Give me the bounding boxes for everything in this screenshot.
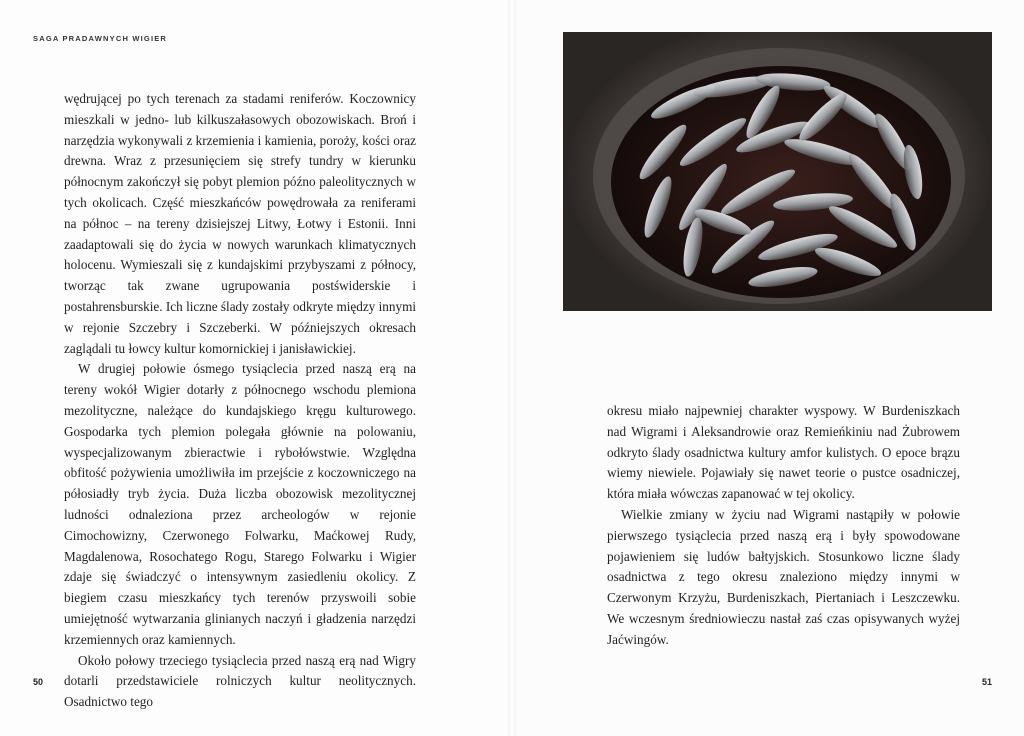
paragraph: okresu miało najpewniej charakter wyspowy. W Burdeniszkach nad Wigrami i Aleksandrowie oraz Remieńkiniu nad Żubrowem odkryto ślady osadnictwa kultury amfor kulistych. O epoce brązu wiemy niewiele. Pojawiały się nawet teorie o pustce osadniczej, która miała wówczas zapanować w tej okolicy. [607, 403, 960, 502]
running-head: SAGA PRADAWNYCH WIGIER [33, 34, 168, 43]
paragraph: Wielkie zmiany w życiu nad Wigrami nastąpiły w połowie pierwszego tysiąclecia przed naszą erą i były spowodowane pojawieniem się ludów bałtyjskich. Stosunkowo liczne ślady osadnictwa z tego okresu znaleziono między innymi w Czerwonym Krzyżu, Burdeniszkach, Piertaniach i Leszczewku. We wczesnym średniowieczu nastał zaś czas opisywanych wyżej Jaćwingów. [607, 506, 960, 647]
paragraph: Około połowy trzeciego tysiąclecia przed naszą erą nad Wigry dotarli przedstawiciele rolniczych kultur neolitycznych. Osadnictwo tego [64, 652, 416, 710]
left-page-text [64, 89, 416, 713]
page-number: 51 [982, 677, 993, 687]
right-page-text [607, 401, 960, 651]
paragraph: wędrującej po tych terenach za stadami reniferów. Koczownicy mieszkali w jedno- lub kilkuszałasowych obozowiskach. Broń i narzędzia wykonywali z krzemienia i kamienia, poroży, kości oraz drewna. Wraz z przesunięciem się strefy tundry w kierunku północnym zakończył się pobyt plemion późno paleolitycznych w tych okolicach. Część mieszkańców powędrowała za reniferami na północ – na tereny dzisiejszej Litwy, Łotwy i Estonii. Inni zaadaptowali się do życia w nowych warunkach klimatycznych holocenu. Wymieszali się z kundajskimi przybyszami z północy, tworząc tak zwane ugrupowania postświderskie i postahrensburskie. Ich liczne ślady zostały odkryte między innymi w rejonie Szczebry i Szczeberki. W późniejszych okresach zaglądali tu łowcy kultur komornickiej i janisławickiej. [64, 91, 416, 356]
book-gutter [508, 0, 516, 736]
photo-fish-in-bowl [563, 32, 992, 311]
page-number: 50 [33, 677, 44, 687]
fish-bowl-illustration [563, 32, 992, 311]
paragraph: W drugiej połowie ósmego tysiąclecia przed naszą erą na tereny wokół Wigier dotarły z północnego wschodu plemiona mezolityczne, należące do kundajskiego kręgu kulturowego. Gospodarka tych plemion polegała głównie na polowaniu, wyspecjalizowanym zbieractwie i rybołówstwie. Względna obfitość pożywienia umożliwiła im przejście z koczowniczego na półosiadły tryb życia. Duża liczba obozowisk mezolitycznej ludności odnaleziona przez archeologów w rejonie Cimochowizny, Czerwonego Folwarku, Maćkowej Rudy, Magdalenowa, Rosochatego Rogu, Starego Folwarku i Wigier zdaje się świadczyć o intensywnym zasiedleniu okolicy. Z biegiem czasu mieszkańcy tych terenów przyswoili sobie umiejętność wytwarzania glinianych naczyń i gładzenia narzędzi krzemiennych oraz kamiennych. [64, 361, 416, 647]
